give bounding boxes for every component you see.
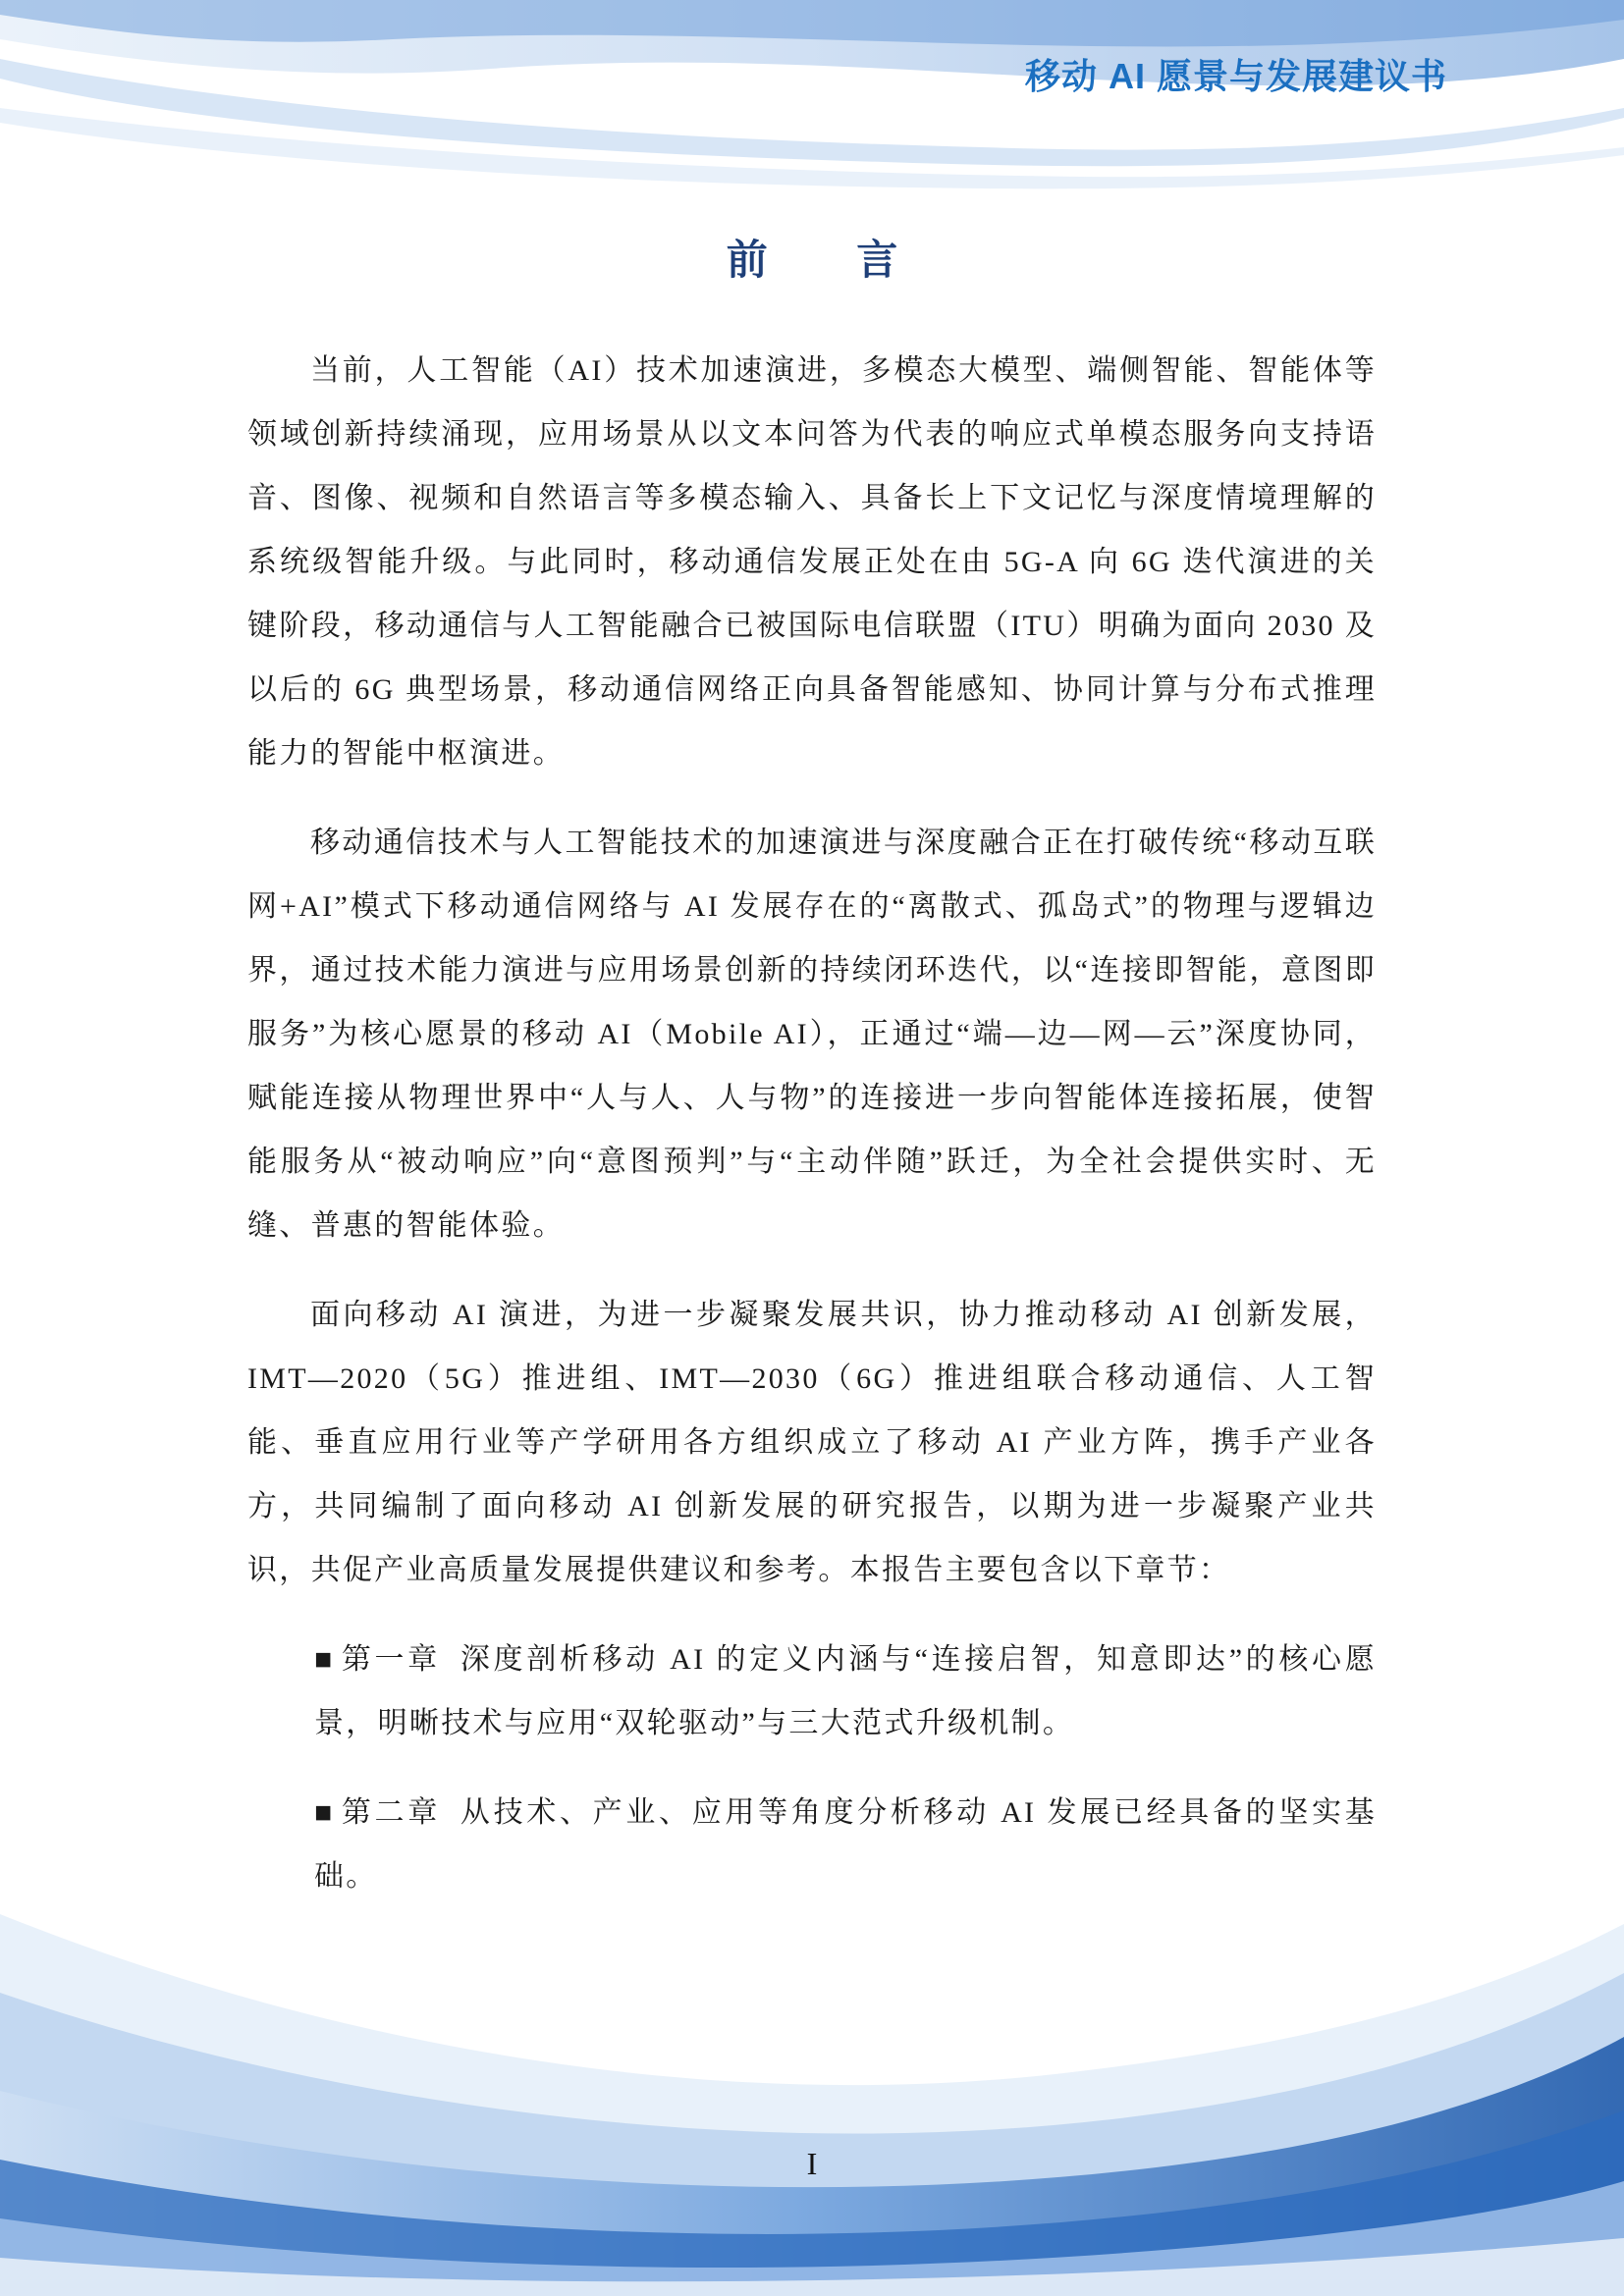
chapter-bullet — [314, 1781, 1377, 1908]
bullet-square-icon: ■ — [314, 1643, 336, 1676]
document-body — [247, 339, 1377, 1934]
paragraph: 移动通信技术与人工智能技术的加速演进与深度融合正在打破传统“移动互联网+AI”模式下移动通信网络与 AI 发展存在的“离散式、孤岛式”的物理与逻辑边界，通过技术能力演进与应用场景创新的持续闭环迭代，以“连接即智能，意图即服务”为核心愿景的移动 AI（Mobile AI），正通过“端—边—网—云”深度协同，赋能连接从物理世界中“人与人、人与物”的连接进一步向智能体连接拓展，使智能服务从“被动响应”向“意图预判”与“主动伴随”跃迁，为全社会提供实时、无缝、普惠的智能体验。 — [247, 827, 1377, 1242]
page-title: 前 言 — [726, 239, 938, 284]
paragraph: 当前，人工智能（AI）技术加速演进，多模态大模型、端侧智能、智能体等领域创新持续涌现，应用场景从以文本问答为代表的响应式单模态服务向支持语音、图像、视频和自然语言等多模态输入、具备长上下文记忆与深度情境理解的系统级智能升级。与此同时，移动通信发展正处在由 5G-A 向 6G 迭代演进的关键阶段，移动通信与人工智能融合已被国际电信联盟（ITU）明确为面向 2030 及以后的 6G 典型场景，移动通信网络正向具备智能感知、协同计算与分布式推理能力的智能中枢演进。 — [247, 354, 1377, 770]
chapter-label: 第一章 — [341, 1643, 441, 1676]
chapter-label: 第二章 — [341, 1796, 441, 1829]
chapter-description: 从技术、产业、应用等角度分析移动 AI 发展已经具备的坚实基础。 — [314, 1796, 1378, 1893]
chapter-bullet — [314, 1628, 1377, 1755]
header-title: 移动 AI 愿景与发展建议书 — [1024, 56, 1447, 96]
page-number: I — [806, 2146, 818, 2181]
bullet-square-icon: ■ — [314, 1796, 336, 1829]
paragraph: 面向移动 AI 演进，为进一步凝聚发展共识，协力推动移动 AI 创新发展，IMT—2020（5G）推进组、IMT—2030（6G）推进组联合移动通信、人工智能、垂直应用行业等产学研用各方组织成立了移动 AI 产业方阵，携手产业各方，共同编制了面向移动 AI 创新发展的研究报告，以期为进一步凝聚产业共识，共促产业高质量发展提供建议和参考。本报告主要包含以下章节： — [247, 1299, 1377, 1586]
chapter-description: 深度剖析移动 AI 的定义内涵与“连接启智，知意即达”的核心愿景，明晰技术与应用“双轮驱动”与三大范式升级机制。 — [314, 1643, 1378, 1739]
